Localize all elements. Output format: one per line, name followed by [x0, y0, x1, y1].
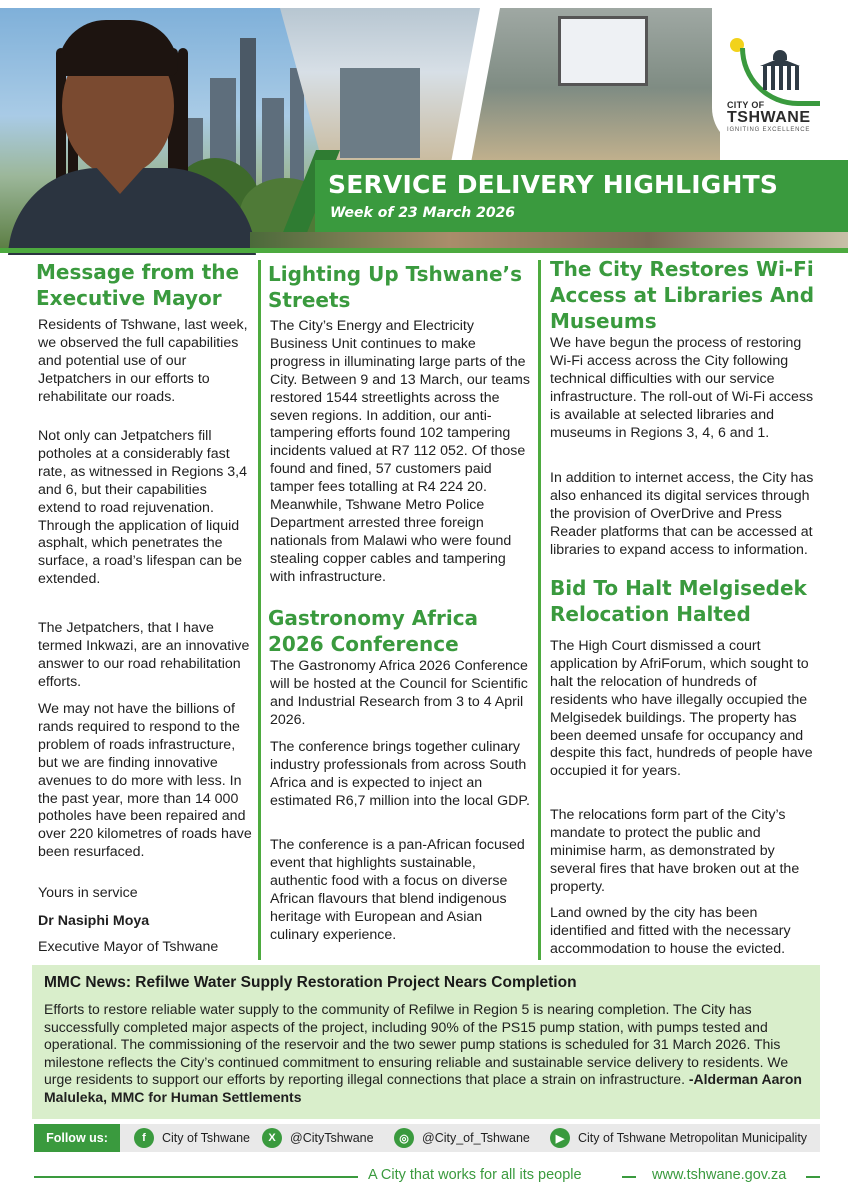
facebook-label: City of Tshwane: [162, 1131, 251, 1145]
footer-rule: [34, 1176, 358, 1178]
melgisedek-paragraph: Land owned by the city has been identified and fitted with the necessary accommodation to house the evicted.: [550, 905, 791, 957]
wifi-paragraph: In addition to internet access, the City has also enhanced its digital services through the provision of OverDrive and Press Reader platforms that can be accessed at libraries to expand access to information.: [550, 470, 814, 558]
instagram-icon: ◎: [394, 1128, 414, 1148]
column-divider: [258, 260, 261, 960]
gastronomy-paragraph: The Gastronomy Africa 2026 Conference will be hosted at the Council for Scientific and Industrial Research from 3 to 4 April 2026.: [270, 658, 528, 728]
follow-us-label: Follow us:: [34, 1124, 120, 1152]
wifi-paragraph: We have begun the process of restoring Wi-Fi access across the City following technical difficulties with our service infrastructure. The roll-out of Wi-Fi access is available at selected libraries and museums in Regions 3, 4, 6 and 1.: [550, 335, 814, 441]
week-label: Week of 23 March 2026: [330, 205, 516, 221]
youtube-icon: ▶: [550, 1128, 570, 1148]
lighting-heading: Lighting Up Tshwane’s Streets: [268, 262, 523, 312]
signer-name: Dr Nasiphi Moya: [38, 913, 150, 929]
mayor-paragraph: Not only can Jetpatchers fill potholes at a considerably fast rate, as witnessed in Regions 3,4 and 6, but their capabilities extend to road rejuvenation. Through the application of liquid asphalt, which penetrates the surface, a road’s lifespan can be extended.: [38, 428, 247, 588]
middle-column: [262, 253, 538, 961]
gastronomy-paragraph: The conference is a pan-African focused event that highlights sustainable, authentic food with a focus on diverse African flavours that blend indigenous heritage with European and Asian culinary experience.: [270, 837, 525, 943]
page-title: SERVICE DELIVERY HIGHLIGHTS: [328, 170, 779, 199]
instagram-label: @City_of_Tshwane: [422, 1131, 530, 1145]
gastronomy-paragraph: The conference brings together culinary industry professionals from across South Africa and is expected to inject an estimated R6,7 million into the local GDP.: [270, 739, 530, 809]
right-column: [542, 253, 818, 961]
mayor-message-column: [30, 253, 258, 961]
mmc-news-text: Efforts to restore reliable water supply to the community of Refilwe in Region 5 is nearing completion. The City has successfully completed major aspects of the project, including 90% of the PS15 pump station, with pumps tested and operational. The commissioning of the reservoir and the two sewer pump stations is scheduled for 31 March 2026. This milestone reflects the City’s continued commitment to ensuring reliable and sustainable service delivery to residents. We urge residents to support our efforts by reporting illegal connections that place a strain on infrastructure.: [44, 1001, 789, 1088]
signer-title: Executive Mayor of Tshwane: [38, 939, 219, 955]
mmc-attribution: -Alderman Aaron Maluleka, MMC for Human Settlements: [44, 1071, 802, 1105]
footer-website-link[interactable]: www.tshwane.gov.za: [652, 1167, 787, 1183]
social-bar: [34, 1124, 820, 1152]
mayor-paragraph: The Jetpatchers, that I have termed Inkwazi, are an innovative answer to our road rehabilitation efforts.: [38, 620, 250, 690]
facebook-icon: f: [134, 1128, 154, 1148]
melgisedek-heading: Bid To Halt Melgisedek Relocation Halted: [550, 576, 807, 626]
melgisedek-paragraph: The relocations form part of the City’s mandate to protect the public and minimise harm, as demonstrated by several fires that have broken out at the property.: [550, 807, 800, 895]
council-chamber-photo: [470, 8, 720, 168]
youtube-link[interactable]: [550, 1128, 807, 1148]
x-icon: X: [262, 1128, 282, 1148]
mayor-portrait: [0, 8, 270, 248]
lighting-paragraph: The City’s Energy and Electricity Business Unit continues to make progress in illuminating large parts of the City. Between 9 and 13 March, our teams restored 1544 streetlights across the seven regions. In addition, our anti-tampering efforts found 102 tampering incidents valued at R7 112 052. Of those found and fined, 57 customers paid tamper fees totalling at R4 224 20. Meanwhile, Tshwane Metro Police Department arrested three foreign nationals from Malawi who were found stealing copper cables and tampering with infrastructure.: [270, 318, 530, 585]
x-link[interactable]: [262, 1128, 374, 1148]
mmc-news-body: [44, 1001, 812, 1107]
gastronomy-heading: Gastronomy Africa 2026 Conference: [268, 606, 479, 656]
x-label: @CityTshwane: [290, 1131, 374, 1145]
instagram-link[interactable]: [394, 1128, 530, 1148]
logo-building-icon: [755, 50, 805, 90]
facebook-link[interactable]: [134, 1128, 250, 1148]
melgisedek-paragraph: The High Court dismissed a court application by AfriForum, which sought to halt the relocation of hundreds of residents who have illegally occupied the Melgisedek buildings. The property has been deemed unsafe for occupancy and despite this fact, hundreds of people have occupied it for years.: [550, 638, 813, 780]
mayor-paragraph: We may not have the billions of rands required to respond to the problem of roads infrastructure, but we are finding innovative avenues to do more with less. In the past year, more than 14 000 potholes have been repaired and over 220 kilometres of roads have been resurfaced.: [38, 701, 252, 861]
mayor-paragraph: Residents of Tshwane, last week, we observed the full capabilities and potential use of our Jetpatchers in our efforts to rehabilitate our roads.: [38, 317, 248, 405]
footer-tagline: A City that works for all its people: [368, 1167, 582, 1183]
logo-name: TSHWANE: [727, 109, 811, 126]
signoff: Yours in service: [38, 885, 138, 901]
mayor-message-heading: Message from the Executive Mayor: [36, 260, 240, 310]
column-divider: [538, 260, 541, 960]
mmc-news-box: [32, 965, 820, 1119]
youtube-label: City of Tshwane Metropolitan Municipality: [578, 1131, 808, 1145]
logo-city-of: CITY OF: [727, 100, 765, 110]
footer-rule: [806, 1176, 820, 1178]
mmc-news-title: MMC News: Refilwe Water Supply Restoration Project Nears Completion: [44, 974, 577, 991]
wifi-heading: The City Restores Wi-Fi Access at Libraries And Museums: [550, 257, 815, 333]
footer-dash: [622, 1176, 636, 1178]
logo-tagline: IGNITING EXCELLENCE: [727, 127, 811, 133]
header-banner: [0, 0, 848, 255]
